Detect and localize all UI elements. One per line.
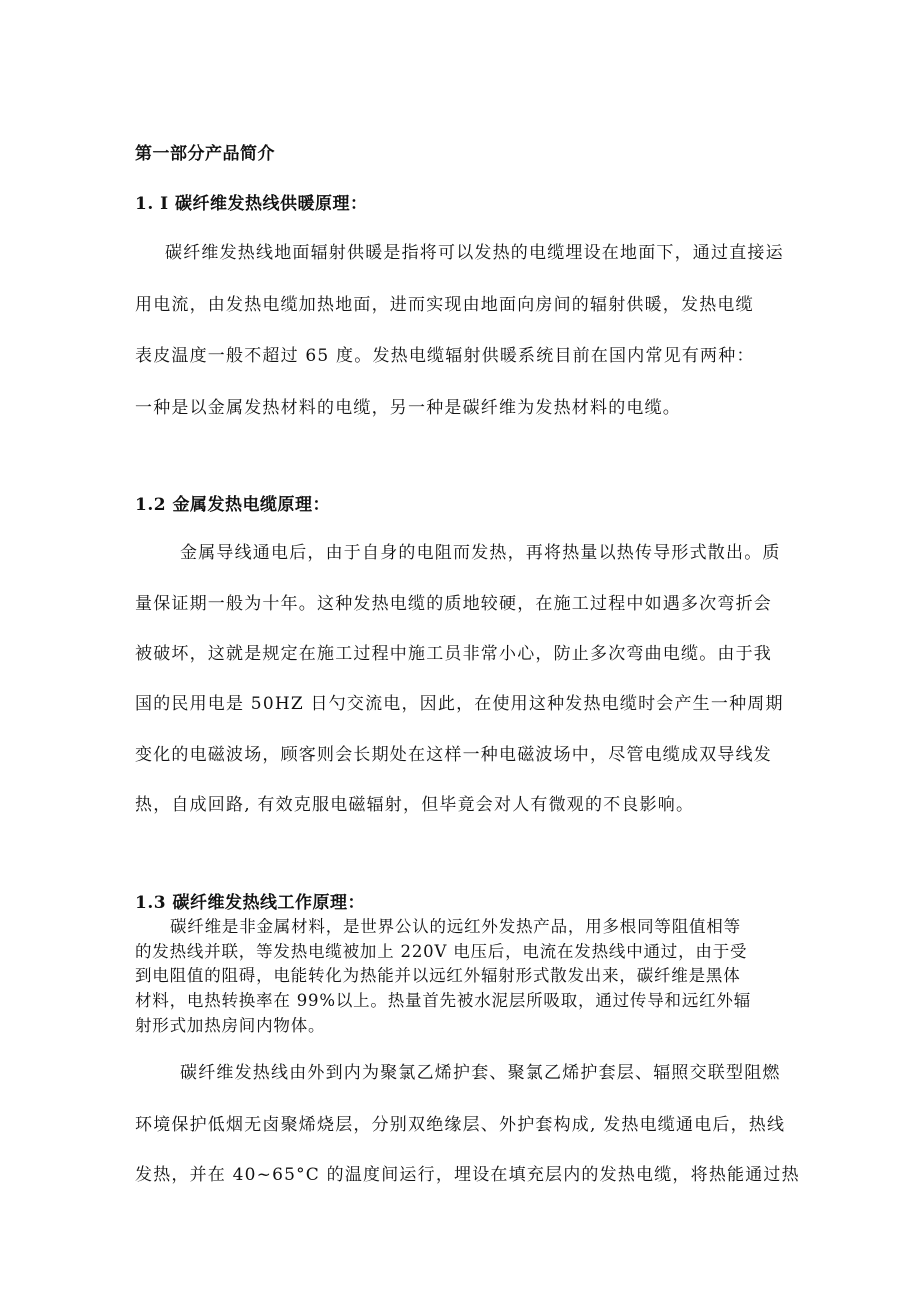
- section-1-2-line-6: 热，自成回路, 有效克服电磁辐射，但毕竟会对人有微观的不良影响。: [135, 795, 695, 815]
- section-1-3-dense-line-4: 材料，电热转换率在 99%以上。热量首先被水泥层所吸取，通过传导和远红外辐: [135, 991, 752, 1010]
- section-1-2-heading: 1.2 金属发热电缆原理：: [135, 495, 330, 515]
- section-1-3-line-1: 碳纤维发热线由外到内为聚氯乙烯护套、聚氯乙烯护套层、辐照交联型阻燃: [180, 1063, 781, 1083]
- section-1-1-heading: 1. I 碳纤维发热线供暖原理：: [135, 194, 368, 214]
- section-1-2-line-2: 量保证期一般为十年。这种发热电缆的质地较硬，在施工过程中如遇多次弯折会: [135, 594, 772, 614]
- section-1-3-dense-line-3: 到电阻值的阻碍，电能转化为热能并以远红外辐射形式散发出来，碳纤维是黑体: [135, 966, 741, 985]
- section-1-1-line-4: 一种是以金属发热材料的电缆，另一种是碳纤维为发热材料的电缆。: [135, 398, 681, 418]
- section-1-2-line-1: 金属导线通电后，由于自身的电阻而发热，再将热量以热传导形式散出。质: [180, 543, 781, 563]
- section-1-3-dense-line-5: 射形式加热房间内物体。: [135, 1016, 326, 1035]
- section-1-3-heading: 1.3 碳纤维发热线工作原理：: [135, 893, 365, 913]
- section-1-1-line-2: 用电流，由发热电缆加热地面，进而实现由地面向房间的辐射供暖，发热电缆: [135, 295, 754, 315]
- part-title: 第一部分产品简介: [135, 144, 275, 164]
- section-1-1-line-3: 表皮温度一般不超过 65 度。发热电缆辐射供暖系统目前在国内常见有两种：: [135, 346, 755, 366]
- section-1-2-line-5: 变化的电磁波场，顾客则会长期处在这样一种电磁波场中，尽管电缆成双导线发: [135, 745, 772, 765]
- section-1-3-dense-line-1: 碳纤维是非金属材料，是世界公认的远红外发热产品，用多根同等阻值相等: [170, 917, 741, 936]
- section-1-3-dense-line-2: 的发热线并联，等发热电缆被加上 220V 电压后，电流在发热线中通过，由于受: [135, 942, 748, 961]
- section-1-3-line-3: 发热，并在 40~65°C 的温度间运行，埋设在填充层内的发热电缆，将热能通过热: [135, 1165, 800, 1185]
- section-1-2-line-4: 国的民用电是 50HZ 日勺交流电，因此，在使用这种发热电缆时会产生一种周期: [135, 694, 784, 714]
- section-1-1-line-1: 碳纤维发热线地面辐射供暖是指将可以发热的电缆埋设在地面下，通过直接运: [165, 243, 784, 263]
- section-1-3-line-2: 环境保护低烟无卤聚烯烧层，分别双绝缘层、外护套构成, 发热电缆通电后，热线: [135, 1115, 786, 1135]
- section-1-2-line-3: 被破坏，这就是规定在施工过程中施工员非常小心，防止多次弯曲电缆。由于我: [135, 644, 772, 664]
